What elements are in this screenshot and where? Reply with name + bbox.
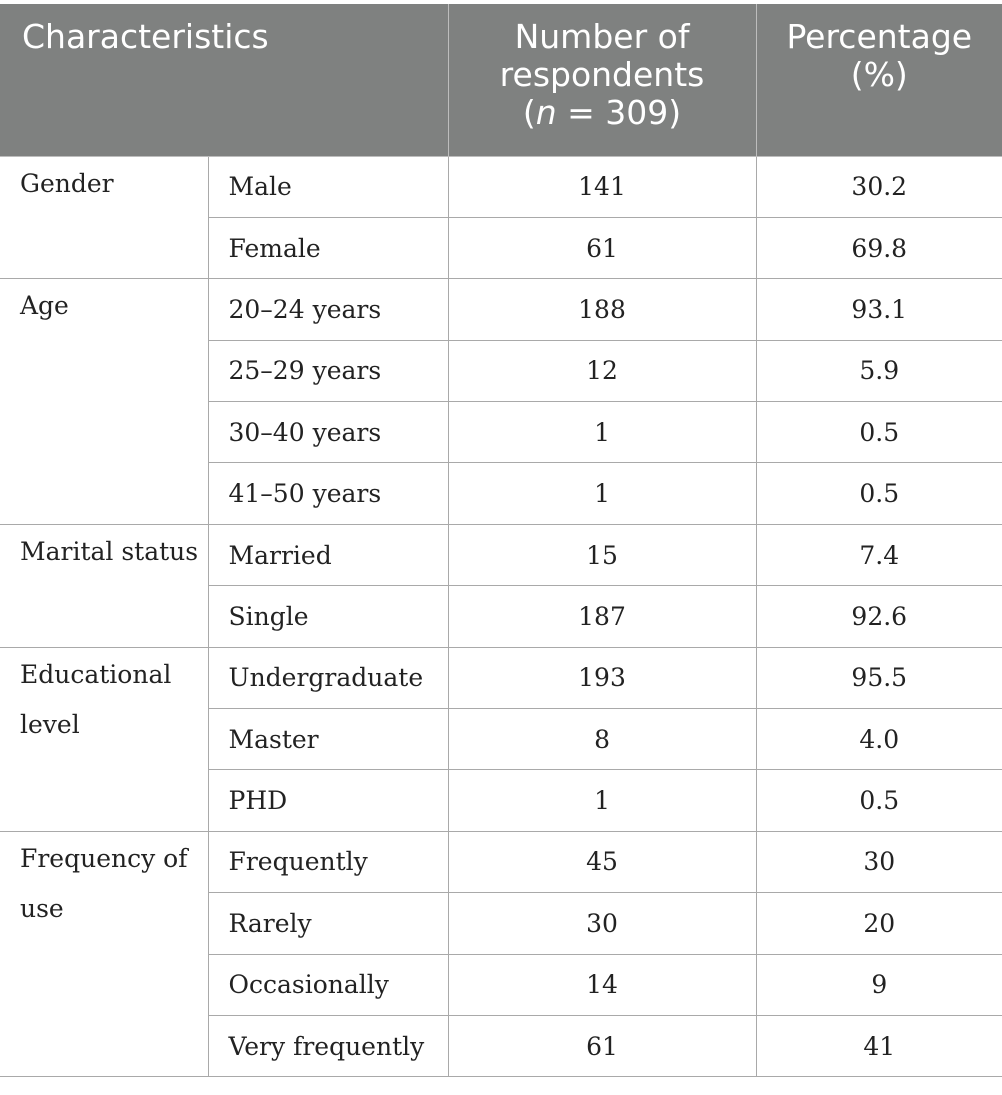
characteristic-label: Rarely xyxy=(208,893,448,954)
percentage-value: 69.8 xyxy=(756,217,1002,278)
table-row xyxy=(0,156,1002,217)
characteristic-label: Frequently xyxy=(208,831,448,892)
table-row xyxy=(0,831,1002,892)
respondents-count: 61 xyxy=(448,1015,756,1076)
table-row xyxy=(0,279,1002,340)
respondents-count: 187 xyxy=(448,586,756,647)
percentage-value: 7.4 xyxy=(756,524,1002,585)
header-number-line1: Number of xyxy=(514,17,690,56)
percentage-value: 20 xyxy=(756,893,1002,954)
characteristic-label: 41–50 years xyxy=(208,463,448,524)
category-label: Frequency of use xyxy=(20,843,188,923)
category-label: Gender xyxy=(20,168,114,198)
characteristic-label: 25–29 years xyxy=(208,340,448,401)
header-n-open: ( xyxy=(522,93,536,132)
percentage-value: 30.2 xyxy=(756,156,1002,217)
header-percentage-line2: (%) xyxy=(850,55,908,94)
characteristic-label: Very frequently xyxy=(208,1015,448,1076)
percentage-value: 0.5 xyxy=(756,402,1002,463)
characteristic-label: Master xyxy=(208,709,448,770)
characteristic-label: Female xyxy=(208,217,448,278)
table-row xyxy=(0,647,1002,708)
respondents-count: 1 xyxy=(448,402,756,463)
characteristic-label: PHD xyxy=(208,770,448,831)
category-cell xyxy=(0,524,208,647)
header-row xyxy=(0,4,1002,156)
table-body xyxy=(0,156,1002,1077)
characteristic-label: Married xyxy=(208,524,448,585)
respondents-count: 141 xyxy=(448,156,756,217)
table-row xyxy=(0,524,1002,585)
percentage-value: 4.0 xyxy=(756,709,1002,770)
percentage-value: 0.5 xyxy=(756,770,1002,831)
characteristic-label: 30–40 years xyxy=(208,402,448,463)
percentage-value: 9 xyxy=(756,954,1002,1015)
respondents-count: 1 xyxy=(448,463,756,524)
percentage-value: 0.5 xyxy=(756,463,1002,524)
characteristic-label: Occasionally xyxy=(208,954,448,1015)
characteristic-label: Undergraduate xyxy=(208,647,448,708)
category-label: Marital status xyxy=(20,536,199,566)
respondents-count: 193 xyxy=(448,647,756,708)
header-n-rest: = 309) xyxy=(556,93,682,132)
respondents-count: 14 xyxy=(448,954,756,1015)
category-cell xyxy=(0,156,208,279)
respondents-count: 45 xyxy=(448,831,756,892)
respondents-count: 30 xyxy=(448,893,756,954)
percentage-value: 92.6 xyxy=(756,586,1002,647)
percentage-value: 93.1 xyxy=(756,279,1002,340)
category-label: Age xyxy=(20,291,69,321)
percentage-value: 5.9 xyxy=(756,340,1002,401)
category-cell xyxy=(0,279,208,525)
respondents-count: 15 xyxy=(448,524,756,585)
header-percentage xyxy=(756,4,1002,156)
characteristic-label: Single xyxy=(208,586,448,647)
characteristic-label: 20–24 years xyxy=(208,279,448,340)
category-label: Educational level xyxy=(20,659,172,739)
respondents-count: 61 xyxy=(448,217,756,278)
respondents-count: 8 xyxy=(448,709,756,770)
respondents-count: 188 xyxy=(448,279,756,340)
header-number-line2: respondents xyxy=(499,55,705,94)
header-number-of-respondents xyxy=(448,4,756,156)
demographics-table xyxy=(0,4,1002,1077)
header-characteristics: Characteristics xyxy=(0,4,448,156)
header-n-italic: n xyxy=(535,93,557,132)
percentage-value: 41 xyxy=(756,1015,1002,1076)
characteristic-label: Male xyxy=(208,156,448,217)
category-cell xyxy=(0,831,208,1077)
respondents-count: 1 xyxy=(448,770,756,831)
percentage-value: 30 xyxy=(756,831,1002,892)
category-cell xyxy=(0,647,208,831)
table-header xyxy=(0,4,1002,156)
percentage-value: 95.5 xyxy=(756,647,1002,708)
header-percentage-line1: Percentage xyxy=(786,17,973,56)
respondents-count: 12 xyxy=(448,340,756,401)
